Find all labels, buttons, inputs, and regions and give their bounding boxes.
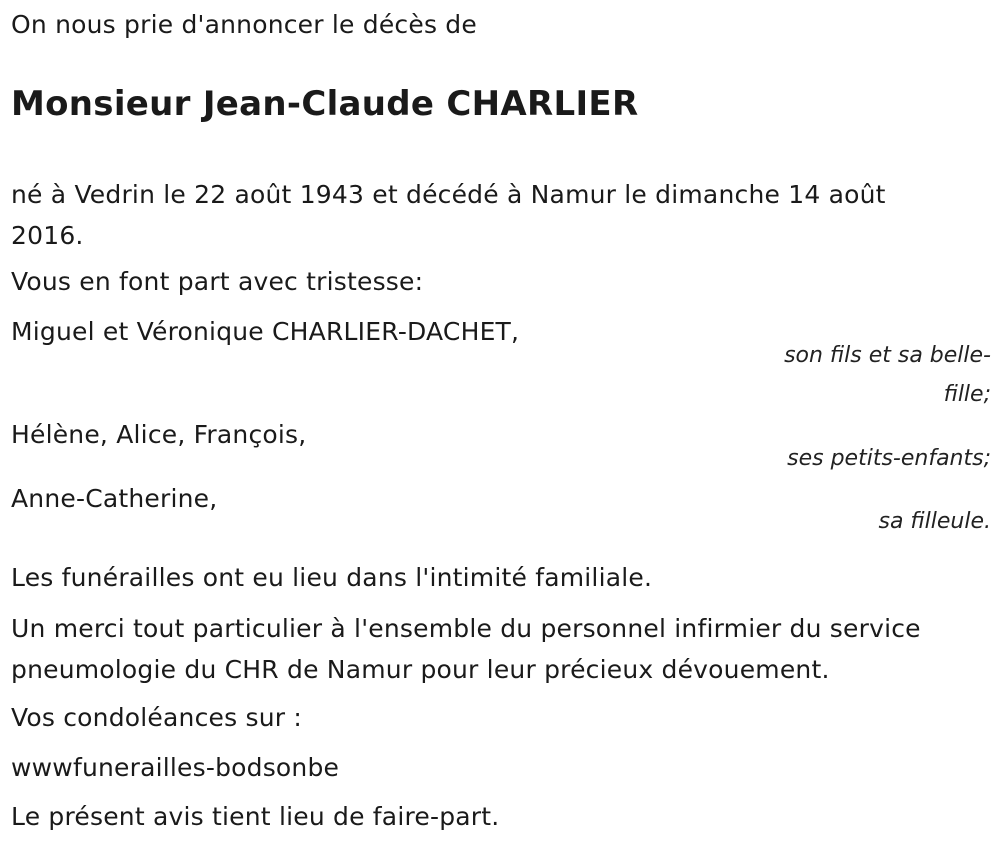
- family-member-relation-continued: fille;: [943, 382, 991, 407]
- condolences-website-link[interactable]: wwwfunerailles-bodsonbe: [11, 753, 340, 782]
- family-member-relation: ses petits-enfants;: [787, 446, 991, 471]
- intro-text: On nous prie d'annoncer le décès de: [11, 10, 477, 39]
- birth-death-text: né à Vedrin le 22 août 1943 et décédé à Namur le dimanche 14 août 2016.: [11, 180, 886, 250]
- family-member-relation: sa filleule.: [878, 509, 991, 534]
- condolences-label: Vos condoléances sur :: [11, 703, 302, 732]
- thanks-text: Un merci tout particulier à l'ensemble du personnel infirmier du service pneumologie du CHR de Namur pour leur précieux dévouement.: [11, 614, 921, 684]
- deceased-name: Monsieur Jean-Claude CHARLIER: [11, 84, 639, 124]
- funeral-text: Les funérailles ont eu lieu dans l'intimité familiale.: [11, 563, 653, 592]
- family-member-names: Miguel et Véronique CHARLIER-DACHET,: [11, 317, 520, 346]
- family-member-names: Hélène, Alice, François,: [11, 420, 307, 449]
- closing-text: Le présent avis tient lieu de faire-part.: [11, 802, 500, 831]
- family-member-relation: son fils et sa belle-: [784, 343, 991, 368]
- announcement-text: Vous en font part avec tristesse:: [11, 267, 424, 296]
- family-member-names: Anne-Catherine,: [11, 484, 218, 513]
